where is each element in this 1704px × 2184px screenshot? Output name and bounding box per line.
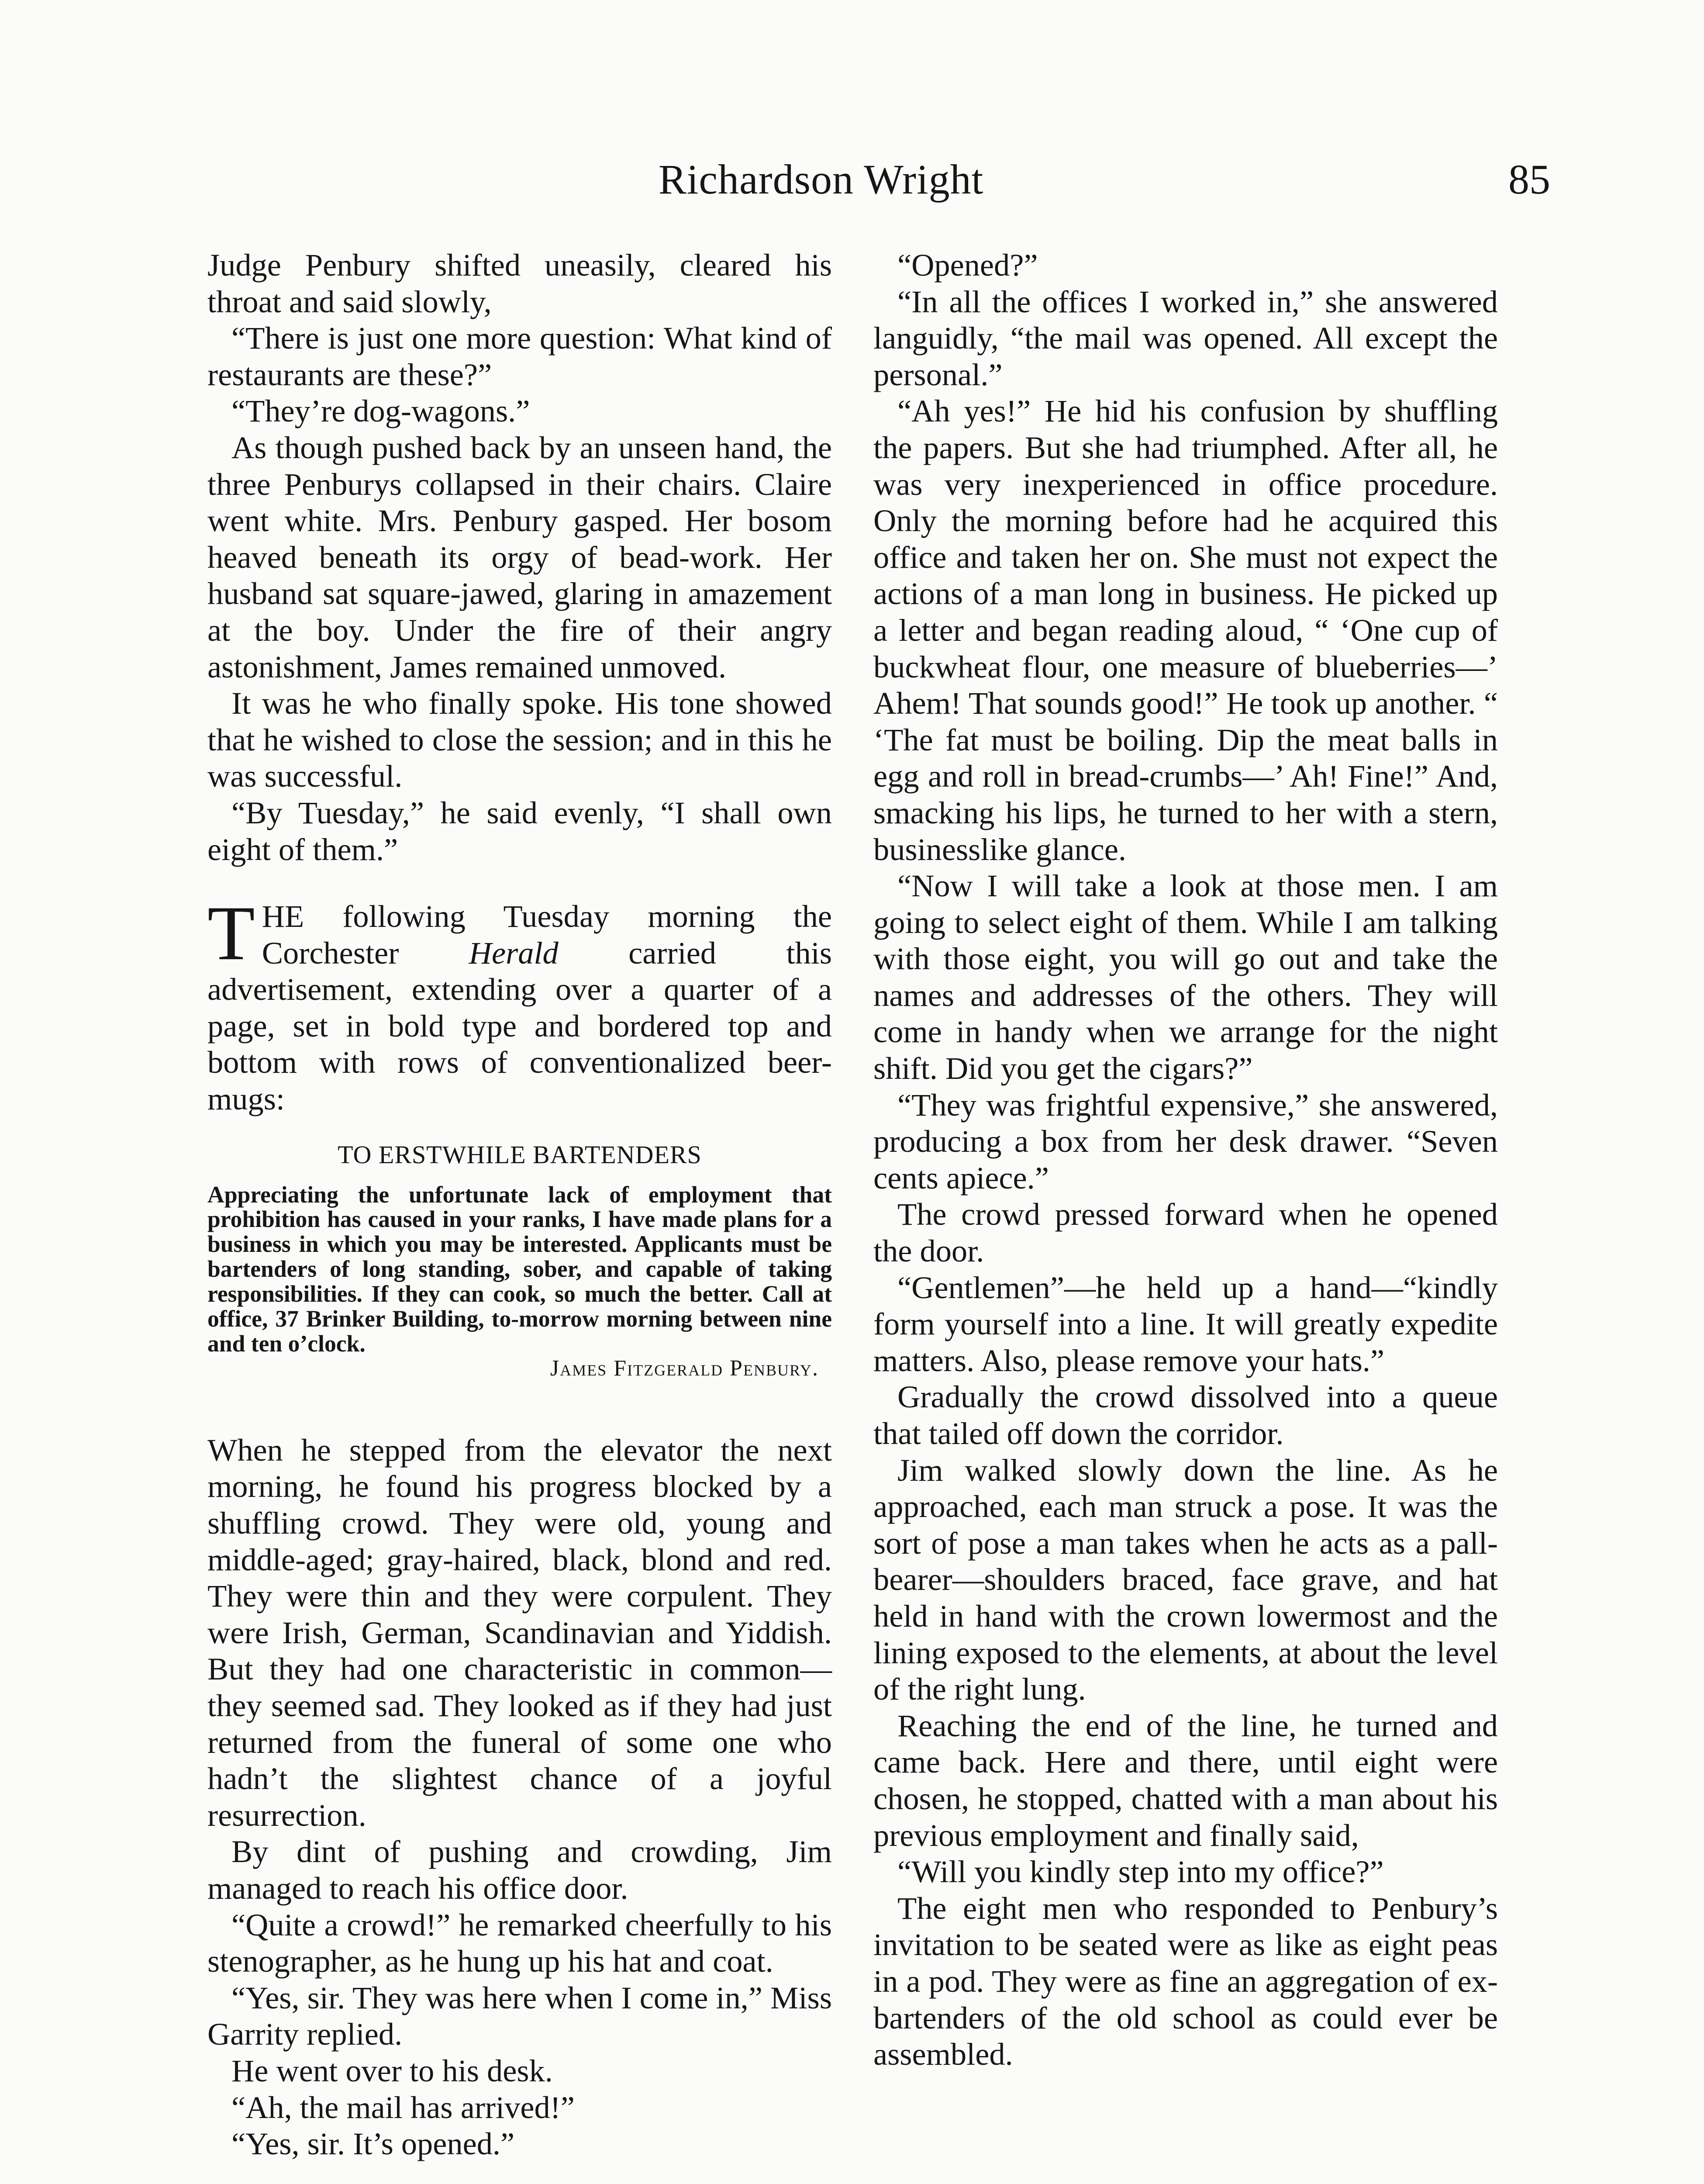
advertisement-block bbox=[207, 1140, 832, 1381]
paragraph: “Ah yes!” He hid his confusion by shuffling the papers. But she had triumphed. After all, he was very inexperienced in office procedure. Only the morning before had he acquired this office and taken her on. She must not expect the actions of a man long in business. He picked up a letter and began reading aloud, “ ‘One cup of buckwheat flour, one measure of blueberries—’ Ahem! That sounds good!” He took up another. “ ‘The fat must be boiling. Dip the meat balls in egg and roll in bread-crumbs—’ Ah! Fine!” And, smacking his lips, he turned to her with a stern, businesslike glance. bbox=[873, 393, 1498, 867]
paragraph: The eight men who responded to Penbury’s invitation to be seated were as like as eight peas in a pod. They were as fine an aggregation of ex-bartenders of the old school as could ever be assembled. bbox=[873, 1890, 1498, 2072]
paragraph: “Gentlemen”—he held up a hand—“kindly form yourself into a line. It will greatly expedite matters. Also, please remove your hats.” bbox=[873, 1269, 1498, 1378]
newspaper-name: Herald bbox=[469, 935, 559, 971]
paragraph: “They was frightful expensive,” she answered, producing a box from her desk drawer. “Seven cents apiece.” bbox=[873, 1087, 1498, 1196]
paragraph: “Ah, the mail has arrived!” bbox=[231, 2089, 575, 2125]
paragraph: When he stepped from the elevator the next morning, he found his progress blocked by a shuffling crowd. They were old, young and middle-aged; gray-haired, black, blond and red. They were thin and they were corpulent. They were Irish, German, Scandinavian and Yiddish. But they had one characteristic in common—they seemed sad. They looked as if they had just returned from the funeral of some one who hadn’t the slightest chance of a joyful resurrection. bbox=[207, 1432, 832, 1833]
drop-cap: T bbox=[207, 890, 255, 977]
paragraph: “Quite a crowd!” he remarked cheerfully to his stenographer, as he hung up his hat and coat. bbox=[207, 1907, 832, 1979]
paragraph: “In all the offices I worked in,” she answered languidly, “the mail was opened. All except the personal.” bbox=[873, 283, 1498, 392]
running-head-author: Richardson Wright bbox=[658, 156, 984, 203]
paragraph: “Yes, sir. They was here when I come in,” Miss Garrity replied. bbox=[207, 1980, 832, 2052]
paragraph: “By Tuesday,” he said evenly, “I shall own eight of them.” bbox=[207, 795, 832, 867]
paragraph: “Opened?” bbox=[897, 247, 1038, 283]
paragraph: “There is just one more question: What kind of restaurants are these?” bbox=[207, 320, 832, 392]
paragraph: “They’re dog-wagons.” bbox=[231, 393, 530, 429]
paragraph: “Yes, sir. It’s opened.” bbox=[231, 2126, 515, 2162]
paragraph: “Now I will take a look at those men. I am going to select eight of them. While I am talking with those eight, you will go out and take the names and addresses of the others. They will come in handy when we arrange for the night shift. Did you get the cigars?” bbox=[873, 868, 1498, 1086]
section-opening-paragraph bbox=[207, 890, 832, 1117]
paragraph: Reaching the end of the line, he turned and came back. Here and there, until eight were chosen, he stopped, chatted with a man about his previous employment and finally said, bbox=[873, 1707, 1498, 1853]
paragraph: Jim walked slowly down the line. As he approached, each man struck a pose. It was the sort of pose a man takes when he acts as a pall-bearer—shoulders braced, face grave, and hat held in hand with the crown lowermost and the lining exposed to the elements, at about the level of the right lung. bbox=[873, 1452, 1498, 1707]
left-column bbox=[207, 247, 832, 2162]
section-text-start: HE following Tuesday morning the Corchester bbox=[262, 898, 832, 971]
advertisement-body: Appreciating the unfortunate lack of employment that prohibition has caused in your ranks, I have made plans for a business in which you may be interested. Applicants must be bartenders of long standing, sober, and capable of taking responsibilities. If they can cook, so much the better. Call at office, 37 Brinker Building, to-morrow morning between nine and ten o’clock. bbox=[207, 1181, 832, 1357]
paragraph: Judge Penbury shifted uneasily, cleared his throat and said slowly, bbox=[207, 247, 832, 319]
paragraph: The crowd pressed forward when he opened the door. bbox=[873, 1196, 1498, 1269]
paragraph: He went over to his desk. bbox=[231, 2053, 553, 2088]
paragraph: It was he who finally spoke. His tone showed that he wished to close the session; and in this he was successful. bbox=[207, 685, 832, 794]
paragraph: As though pushed back by an unseen hand, the three Penburys collapsed in their chairs. Claire went white. Mrs. Penbury gasped. Her bosom heaved beneath its orgy of bead-work. Her husband sat square-jawed, glaring in amazement at the boy. Under the fire of their angry astonishment, James remained unmoved. bbox=[207, 429, 832, 684]
section-text-end: carried this advertisement, extending over a quarter of a page, set in bold type and bordered top and bottom with rows of conventionalized beer-mugs: bbox=[207, 935, 832, 1117]
advertisement-signature: James Fitzgerald Penbury. bbox=[550, 1355, 819, 1381]
advertisement-heading: TO ERSTWHILE BARTENDERS bbox=[338, 1140, 702, 1169]
right-column bbox=[873, 247, 1498, 2073]
page-number: 85 bbox=[1508, 156, 1550, 203]
paragraph: By dint of pushing and crowding, Jim managed to reach his office door. bbox=[207, 1834, 832, 1906]
paragraph: Gradually the crowd dissolved into a queue that tailed off down the corridor. bbox=[873, 1379, 1498, 1451]
paragraph: “Will you kindly step into my office?” bbox=[897, 1854, 1384, 1890]
